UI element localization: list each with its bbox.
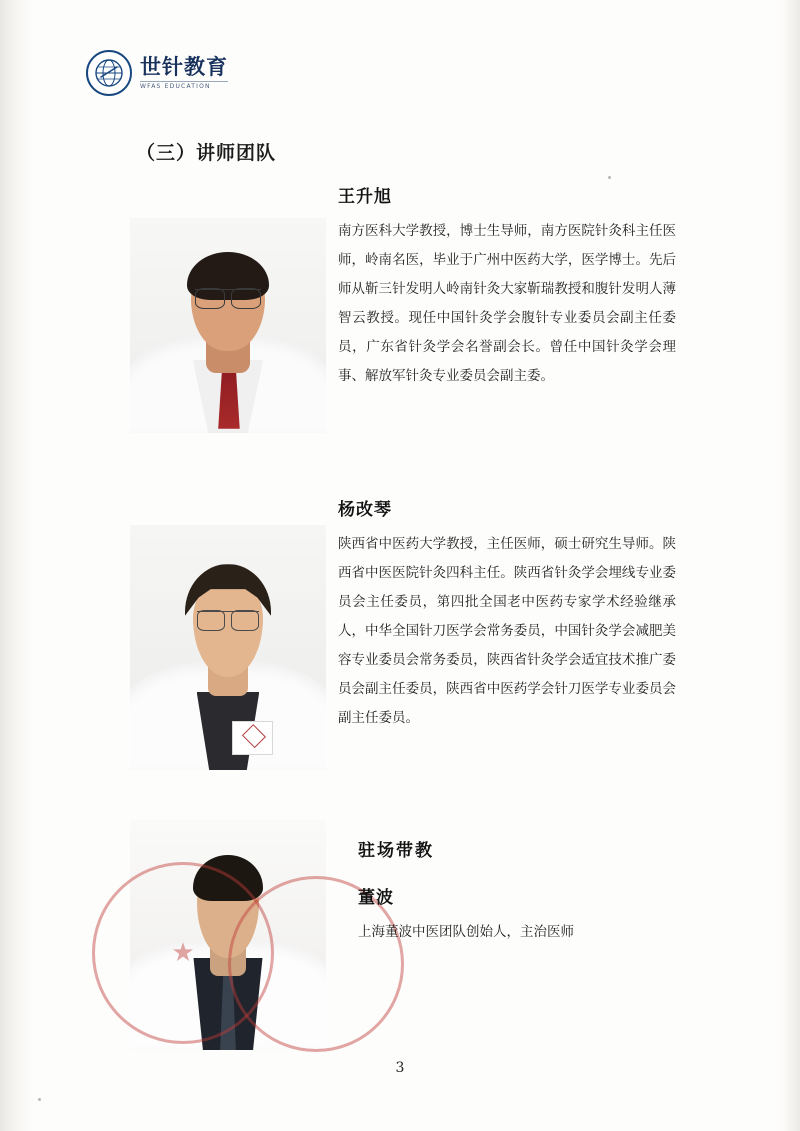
instructor-bio-text-2: 陕西省中医药大学教授，主任医师，硕士研究生导师。陕西省中医医院针灸四科主任。陕西省针灸学会埋线专业委员会主任委员，第四批全国老中医药专家学术经验继承人，中华全国针刀医学会常务委员，中国针灸学会减肥美容专业委员会常务委员，陕西省针灸学会适宜技术推广委员会副主任委员，陕西省中医药学会针刀医学专业委员会副主任委员。 bbox=[338, 536, 676, 726]
scan-speck bbox=[38, 1098, 41, 1101]
instructor-name-2: 杨改琴 bbox=[338, 500, 392, 520]
page-number: 3 bbox=[395, 1060, 405, 1076]
instructor-name-1: 王升旭 bbox=[338, 187, 392, 207]
instructor-bio-text-3: 上海董波中医团队创始人，主治医师 bbox=[358, 924, 574, 940]
brand-name-en: WFAS EDUCATION bbox=[140, 81, 228, 90]
brand-logo bbox=[86, 50, 228, 96]
instructor-role-label-3: 驻场带教 bbox=[358, 841, 434, 861]
seal-star-icon: ★ bbox=[171, 938, 195, 968]
instructor-name-3: 董波 bbox=[358, 888, 394, 908]
instructor-bio-1 bbox=[338, 182, 676, 391]
brand-wordmark bbox=[140, 56, 228, 90]
brand-name-cn: 世针教育 bbox=[140, 54, 228, 79]
instructor-bio-text-1: 南方医科大学教授，博士生导师，南方医院针灸科主任医师，岭南名医，毕业于广州中医药大学，医学博士。先后师从靳三针发明人岭南针灸大家靳瑞教授和腹针发明人薄智云教授。现任中国针灸学会腹针专业委员会副主任委员，广东省针灸学会名誉副会长。曾任中国针灸学会理事、解放军针灸专业委员会副主委。 bbox=[338, 223, 676, 384]
scan-speck bbox=[608, 176, 611, 179]
instructor-bio-3 bbox=[358, 836, 658, 947]
instructor-photo-3 bbox=[130, 820, 326, 1050]
section-heading: （三）讲师团队 bbox=[136, 142, 277, 164]
instructor-photo-2 bbox=[130, 525, 326, 770]
instructor-bio-2 bbox=[338, 495, 676, 733]
globe-acupuncture-icon bbox=[86, 50, 132, 96]
instructor-photo-1 bbox=[130, 218, 326, 433]
